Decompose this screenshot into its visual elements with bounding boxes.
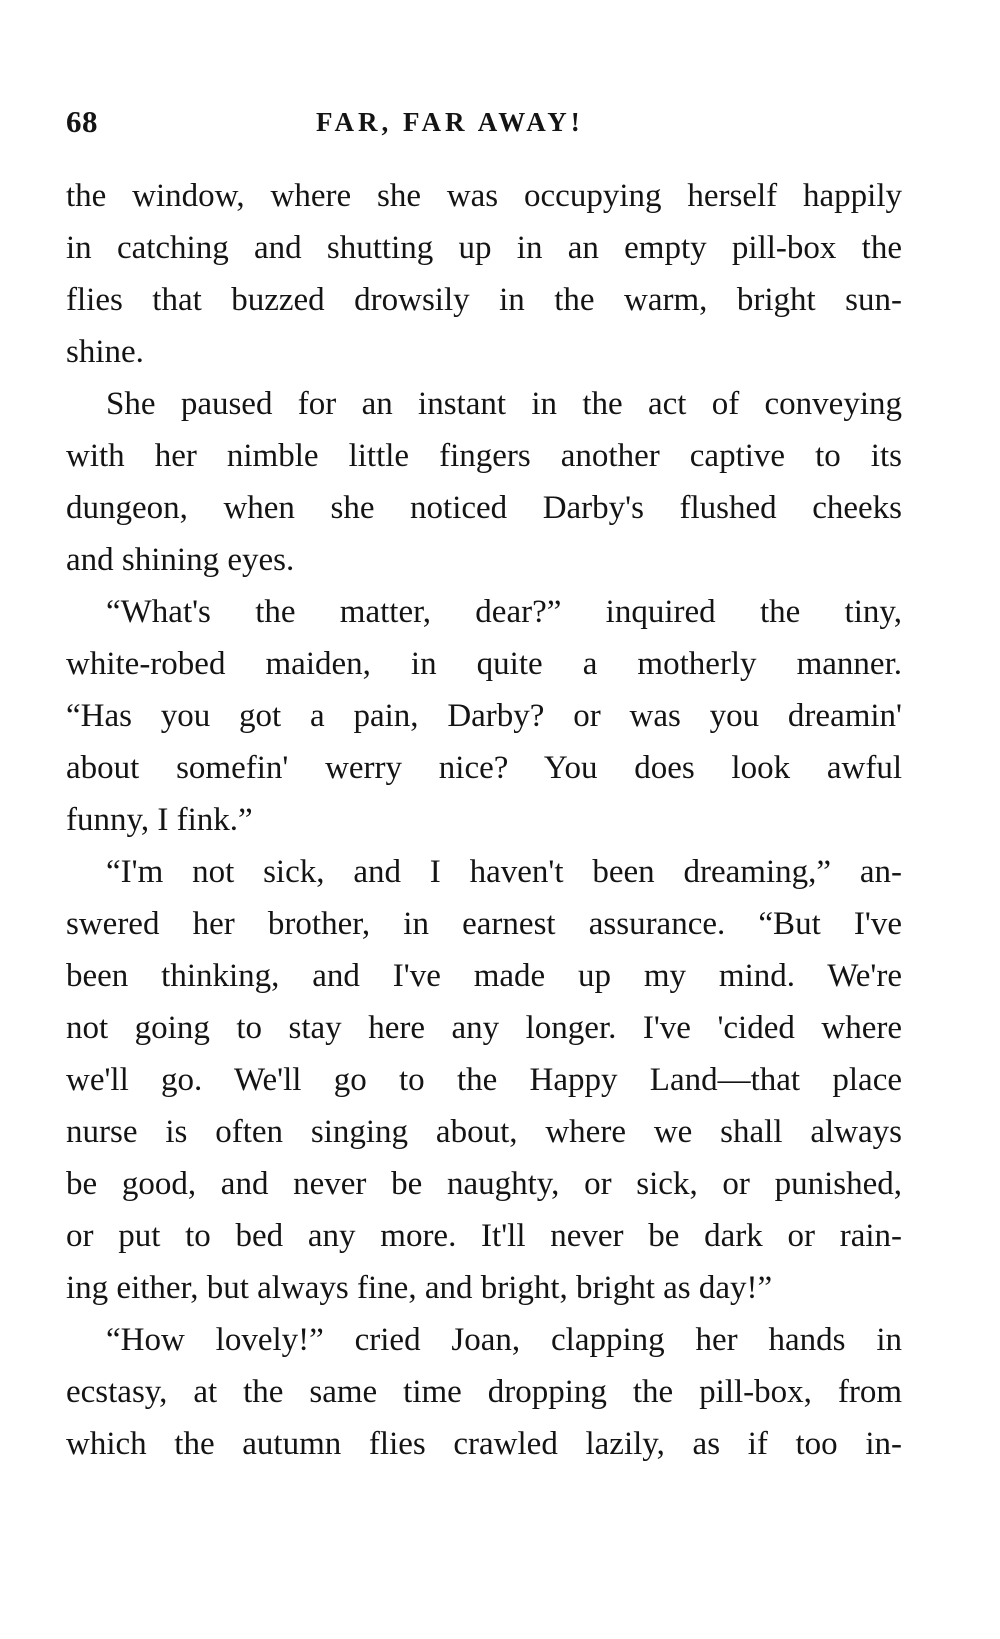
text-line: swered her brother, in earnest assurance. “But I've <box>66 906 902 942</box>
text-line: “Has you got a pain, Darby? or was you dreamin' <box>66 698 902 734</box>
text-line: the window, where she was occupying herself happily <box>66 178 902 214</box>
text-line: “What's the matter, dear?” inquired the tiny, <box>106 594 902 630</box>
text-line: “I'm not sick, and I haven't been dreaming,” an- <box>106 854 902 890</box>
text-line: which the autumn flies crawled lazily, as if too in- <box>66 1426 902 1462</box>
text-line: funny, I fink.” <box>66 802 253 838</box>
book-page <box>66 96 902 1576</box>
text-line: nurse is often singing about, where we shall always <box>66 1114 902 1150</box>
text-line: “How lovely!” cried Joan, clapping her hands in <box>106 1322 902 1358</box>
page-number: 68 <box>66 104 98 139</box>
text-line: and shining eyes. <box>66 542 295 578</box>
paragraph <box>66 378 902 586</box>
running-title: FAR, FAR AWAY! <box>316 107 584 137</box>
text-line: we'll go. We'll go to the Happy Land—that place <box>66 1062 902 1098</box>
text-line: ing either, but always fine, and bright, bright as day!” <box>66 1270 773 1306</box>
text-line: shine. <box>66 334 144 370</box>
text-line: dungeon, when she noticed Darby's flushed cheeks <box>66 490 902 526</box>
body-text <box>66 170 902 1470</box>
text-line: or put to bed any more. It'll never be dark or rain- <box>66 1218 902 1254</box>
paragraph <box>66 586 902 846</box>
paragraph <box>66 1314 902 1470</box>
text-line: in catching and shutting up in an empty pill-box the <box>66 230 902 266</box>
text-line: not going to stay here any longer. I've 'cided where <box>66 1010 902 1046</box>
text-line: about somefin' werry nice? You does look awful <box>66 750 902 786</box>
paragraph <box>66 846 902 1314</box>
text-line: flies that buzzed drowsily in the warm, bright sun- <box>66 282 902 318</box>
text-line: white-robed maiden, in quite a motherly manner. <box>66 646 902 682</box>
text-line: been thinking, and I've made up my mind. We're <box>66 958 902 994</box>
running-head <box>66 96 902 148</box>
text-line: be good, and never be naughty, or sick, or punished, <box>66 1166 902 1202</box>
paragraph <box>66 170 902 378</box>
text-line: She paused for an instant in the act of conveying <box>106 386 902 422</box>
text-line: with her nimble little fingers another captive to its <box>66 438 902 474</box>
text-line: ecstasy, at the same time dropping the pill-box, from <box>66 1374 902 1410</box>
